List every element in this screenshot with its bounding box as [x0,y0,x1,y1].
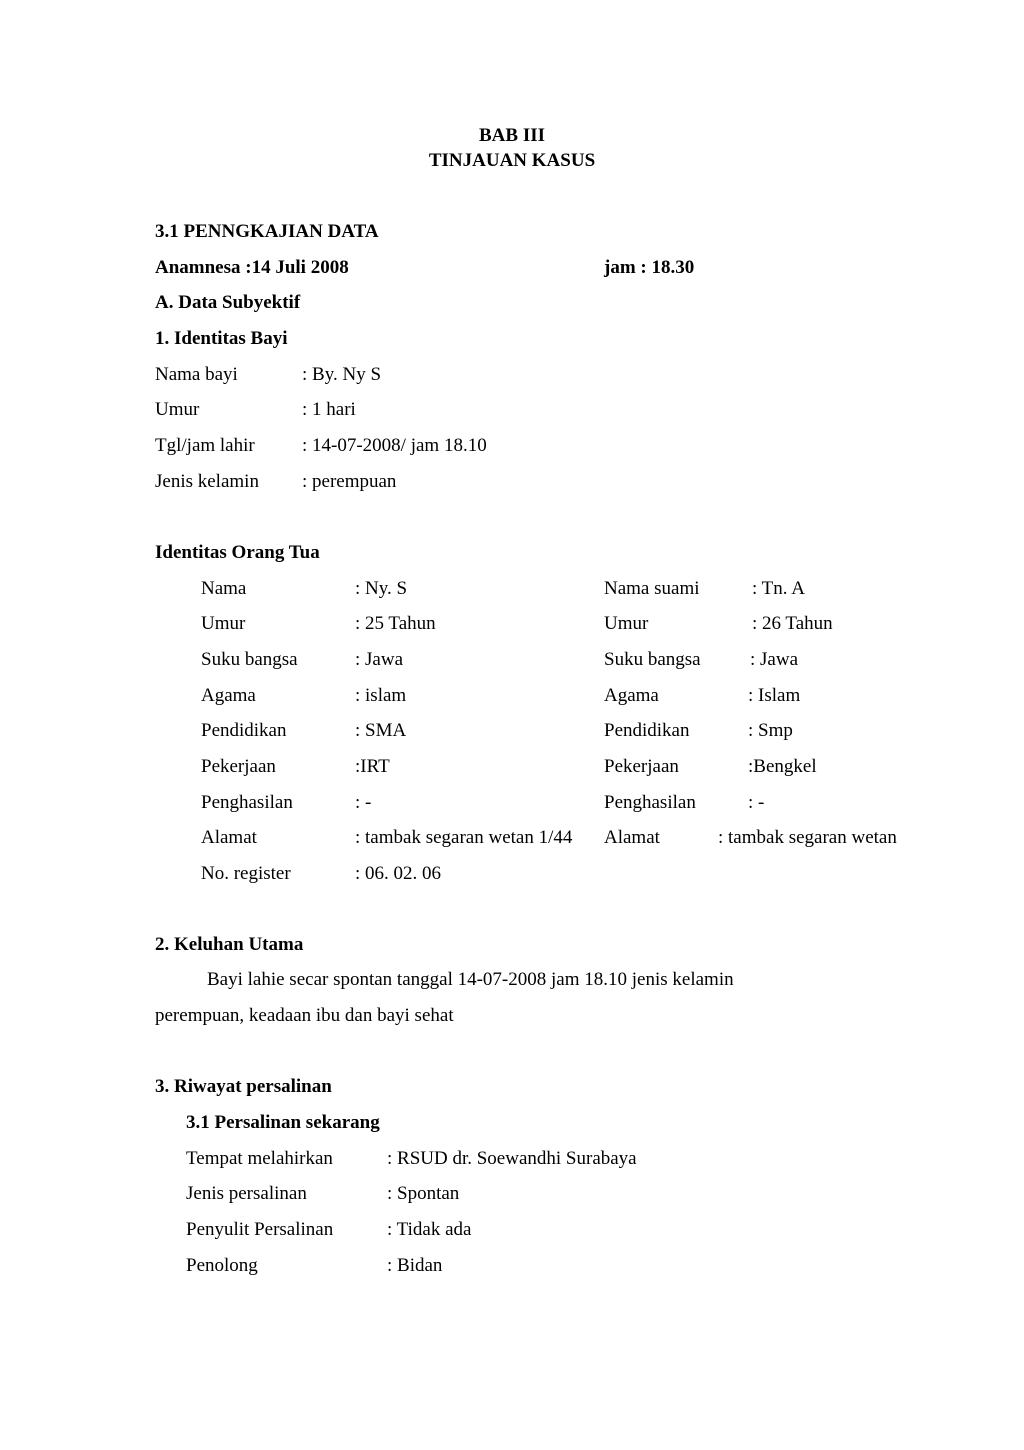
persalinan-value: : Spontan [387,1183,460,1204]
anamnesa-time: jam : 18.30 [604,257,695,278]
bayi-value: : perempuan [302,471,397,492]
ibu-label: Pendidikan [201,720,287,741]
suami-label: Pendidikan [604,720,690,741]
bayi-value: : 1 hari [302,399,356,420]
ibu-value: : tambak segaran wetan 1/44 [355,827,573,848]
ibu-value: : Jawa [355,649,404,670]
suami-value: : 26 Tahun [752,613,833,634]
ibu-label: Suku bangsa [201,649,298,670]
keluhan-text-line: perempuan, keadaan ibu dan bayi sehat [155,1005,454,1026]
keluhan-heading: 2. Keluhan Utama [155,934,304,955]
riwayat-heading: 3. Riwayat persalinan [155,1076,332,1097]
bayi-label: Tgl/jam lahir [155,435,255,456]
ibu-value: :IRT [355,756,390,777]
persalinan-label: Tempat melahirkan [186,1148,333,1169]
ibu-label: No. register [201,863,291,884]
ibu-value: : SMA [355,720,407,741]
bayi-value: : By. Ny S [302,364,382,385]
ibu-value: : - [355,792,372,813]
chapter-title: BAB III [479,125,545,146]
persalinan-label: Penyulit Persalinan [186,1219,334,1240]
ibu-label: Umur [201,613,246,634]
suami-value: : Tn. A [752,578,805,599]
suami-value: : - [748,792,765,813]
ibu-label: Agama [201,685,256,706]
ibu-label: Penghasilan [201,792,293,813]
suami-value: : tambak segaran wetan [718,827,897,848]
anamnesa-date: Anamnesa :14 Juli 2008 [155,257,349,278]
ibu-label: Alamat [201,827,257,848]
suami-label: Nama suami [604,578,700,599]
ibu-value: : islam [355,685,407,706]
persalinan-label: Penolong [186,1255,258,1276]
keluhan-text-line: Bayi lahie secar spontan tanggal 14-07-2008 jam 18.10 jenis kelamin [207,969,734,990]
suami-label: Pekerjaan [604,756,679,777]
ibu-value: : 25 Tahun [355,613,436,634]
persalinan-value: : Bidan [387,1255,443,1276]
suami-value: : Jawa [750,649,799,670]
section-heading: 3.1 PENNGKAJIAN DATA [155,221,379,242]
bayi-label: Jenis kelamin [155,471,259,492]
bayi-label: Nama bayi [155,364,238,385]
persalinan-sekarang-heading: 3.1 Persalinan sekarang [186,1112,380,1133]
suami-label: Penghasilan [604,792,696,813]
suami-label: Agama [604,685,659,706]
persalinan-label: Jenis persalinan [186,1183,307,1204]
bayi-value: : 14-07-2008/ jam 18.10 [302,435,487,456]
identitas-orang-tua-heading: Identitas Orang Tua [155,542,320,563]
suami-value: : Smp [748,720,793,741]
page-title: TINJAUAN KASUS [428,150,596,171]
suami-value: :Bengkel [748,756,817,777]
ibu-value: : 06. 02. 06 [355,863,442,884]
suami-value: : Islam [748,685,801,706]
identitas-bayi-heading: 1. Identitas Bayi [155,328,288,349]
suami-label: Suku bangsa [604,649,701,670]
subsection-heading: A. Data Subyektif [155,292,301,313]
suami-label: Umur [604,613,649,634]
ibu-value: : Ny. S [355,578,408,599]
bayi-label: Umur [155,399,200,420]
ibu-label: Pekerjaan [201,756,276,777]
persalinan-value: : Tidak ada [387,1219,472,1240]
ibu-label: Nama [201,578,247,599]
persalinan-value: : RSUD dr. Soewandhi Surabaya [387,1148,637,1169]
suami-label: Alamat [604,827,660,848]
